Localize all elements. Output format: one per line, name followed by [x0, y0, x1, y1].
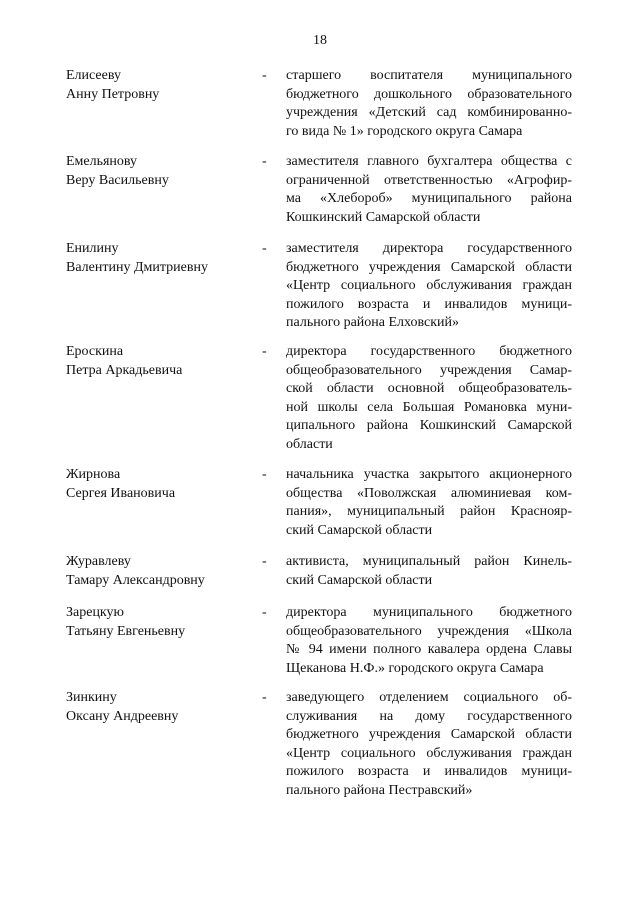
- person-name-line: Сергея Ивановича: [66, 485, 176, 501]
- position-description-line: заместителя директора государственного: [286, 241, 572, 256]
- person-name-line: Ероскина: [66, 344, 124, 359]
- position-description-line: заместителя главного бухгалтера общества с: [286, 154, 572, 169]
- position-description-line: заведующего отделением социального об-: [286, 690, 572, 705]
- person-name: [66, 553, 251, 590]
- person-name: [66, 466, 251, 503]
- dash-separator: -: [262, 344, 267, 359]
- position-description-line: ограниченной ответственностью «Агрофир-: [286, 172, 572, 188]
- position-description: [286, 153, 572, 227]
- position-description: [286, 604, 572, 678]
- person-name-line: Валентину Дмитриевну: [66, 259, 208, 275]
- dash-separator: -: [262, 690, 267, 705]
- position-description-line: области: [286, 436, 333, 452]
- person-name-line: Анну Петровну: [66, 86, 160, 102]
- person-name-line: Веру Васильевну: [66, 172, 169, 188]
- position-description-line: пального района Елховский»: [286, 315, 460, 330]
- person-name-line: Емельянову: [66, 154, 138, 169]
- person-name-line: Енилину: [66, 241, 119, 256]
- person-name-line: Жирнова: [66, 467, 121, 482]
- position-description-line: пального района Пестравский»: [286, 782, 473, 798]
- person-name-line: Елисееву: [66, 68, 121, 83]
- position-description-line: го вида № 1» городского округа Самара: [286, 123, 523, 139]
- position-description-line: служивания на дому государственного: [286, 708, 572, 724]
- person-name: [66, 689, 251, 726]
- person-name-line: Татьяну Евгеньевну: [66, 623, 186, 639]
- position-description: [286, 466, 572, 540]
- position-description-line: ципального района Кошкинский Самарской: [286, 418, 572, 433]
- dash-separator: -: [262, 467, 267, 482]
- position-description-line: учреждения «Детский сад комбинированно-: [286, 105, 572, 120]
- dash-separator: -: [262, 154, 267, 169]
- dash-separator: -: [262, 241, 267, 256]
- position-description-line: ной школы села Большая Романовка муни-: [286, 399, 572, 415]
- dash-separator: -: [262, 605, 267, 620]
- position-description-line: старшего воспитателя муниципального: [286, 68, 572, 83]
- position-description-line: бюджетного учреждения Самарской области: [286, 259, 572, 275]
- position-description-line: общеобразовательного учреждения Самар-: [286, 362, 572, 378]
- position-description-line: директора муниципального бюджетного: [286, 605, 572, 620]
- person-name-line: Журавлеву: [66, 554, 131, 569]
- person-name-line: Тамару Александровну: [66, 572, 205, 588]
- person-name-line: Зарецкую: [66, 605, 124, 620]
- position-description: [286, 240, 572, 333]
- position-description-line: пожилого возраста и инвалидов муници-: [286, 296, 572, 312]
- person-name: [66, 67, 251, 104]
- position-description-line: № 94 имени полного кавалера ордена Славы: [286, 642, 572, 657]
- position-description-line: пожилого возраста и инвалидов муници-: [286, 764, 572, 779]
- person-name: [66, 153, 251, 190]
- position-description-line: «Центр социального обслуживания граждан: [286, 278, 572, 293]
- position-description-line: Щеканова Н.Ф.» городского округа Самара: [286, 660, 544, 676]
- position-description: [286, 689, 572, 800]
- position-description-line: бюджетного учреждения Самарской области: [286, 727, 572, 742]
- position-description-line: «Центр социального обслуживания граждан: [286, 745, 572, 761]
- page-number: 18: [313, 33, 327, 48]
- position-description-line: ский Самарской области: [286, 572, 433, 588]
- person-name: [66, 240, 251, 277]
- position-description-line: ской области основной общеобразователь-: [286, 381, 572, 396]
- person-name-line: Петра Аркадьевича: [66, 362, 183, 378]
- position-description-line: активиста, муниципальный район Кинель-: [286, 554, 572, 569]
- person-name: [66, 604, 251, 641]
- position-description-line: пания», муниципальный район Краснояр-: [286, 504, 572, 519]
- position-description-line: общеобразовательного учреждения «Школа: [286, 623, 572, 639]
- position-description-line: Кошкинский Самарской области: [286, 209, 481, 225]
- position-description-line: ма «Хлебороб» муниципального района: [286, 191, 572, 206]
- position-description: [286, 343, 572, 454]
- dash-separator: -: [262, 554, 267, 569]
- position-description: [286, 67, 572, 141]
- position-description-line: общества «Поволжская алюминиевая ком-: [286, 485, 572, 501]
- dash-separator: -: [262, 68, 267, 83]
- person-name-line: Зинкину: [66, 690, 117, 705]
- position-description-line: директора государственного бюджетного: [286, 344, 572, 359]
- position-description: [286, 553, 572, 590]
- person-name-line: Оксану Андреевну: [66, 708, 179, 724]
- position-description-line: бюджетного дошкольного образовательного: [286, 86, 572, 102]
- position-description-line: начальника участка закрытого акционерного: [286, 467, 572, 482]
- person-name: [66, 343, 251, 380]
- position-description-line: ский Самарской области: [286, 522, 433, 538]
